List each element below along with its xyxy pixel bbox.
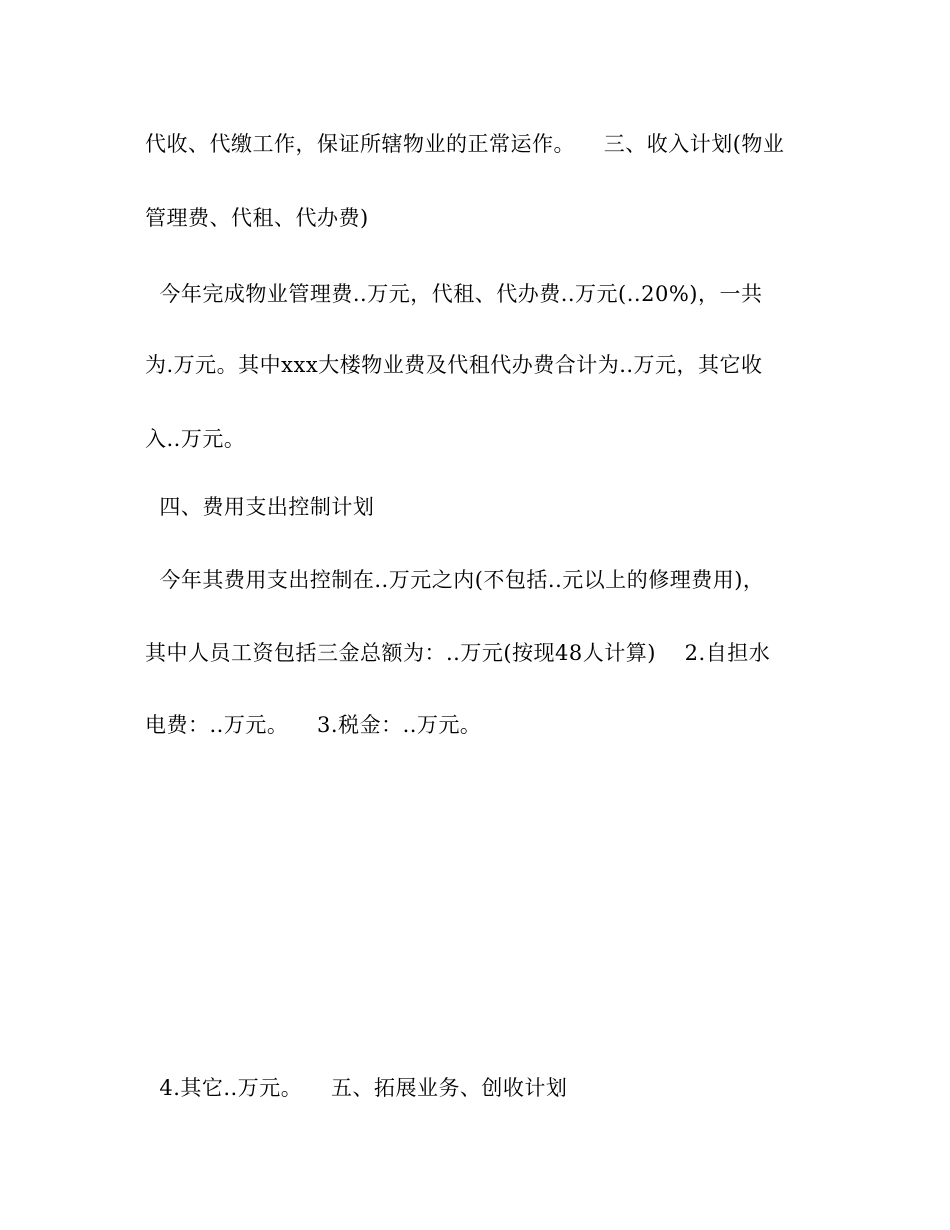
section-heading: 四、费用支出控制计划 [145, 495, 375, 519]
text-line: 今年其费用支出控制在..万元之内(不包括..元以上的修理费用)， [145, 568, 765, 592]
text-line: 今年完成物业管理费..万元，代租、代办费..万元(..20%)，一共 [145, 282, 763, 306]
text-line: 4.其它..万元。 五、拓展业务、创收计划 [145, 1076, 568, 1100]
text-line: 其中人员工资包括三金总额为：..万元(按现48人计算) 2.自担水 [145, 641, 771, 665]
text-line: 电费：..万元。 3.税金：..万元。 [145, 713, 482, 737]
text-line: 为.万元。其中xxx大楼物业费及代租代办费合计为..万元，其它收 [145, 353, 763, 377]
text-line: 代收、代缴工作，保证所辖物业的正常运作。 三、收入计划(物业 [145, 132, 785, 156]
text-line: 管理费、代租、代办费) [145, 206, 369, 230]
text-line: 入..万元。 [145, 427, 246, 451]
